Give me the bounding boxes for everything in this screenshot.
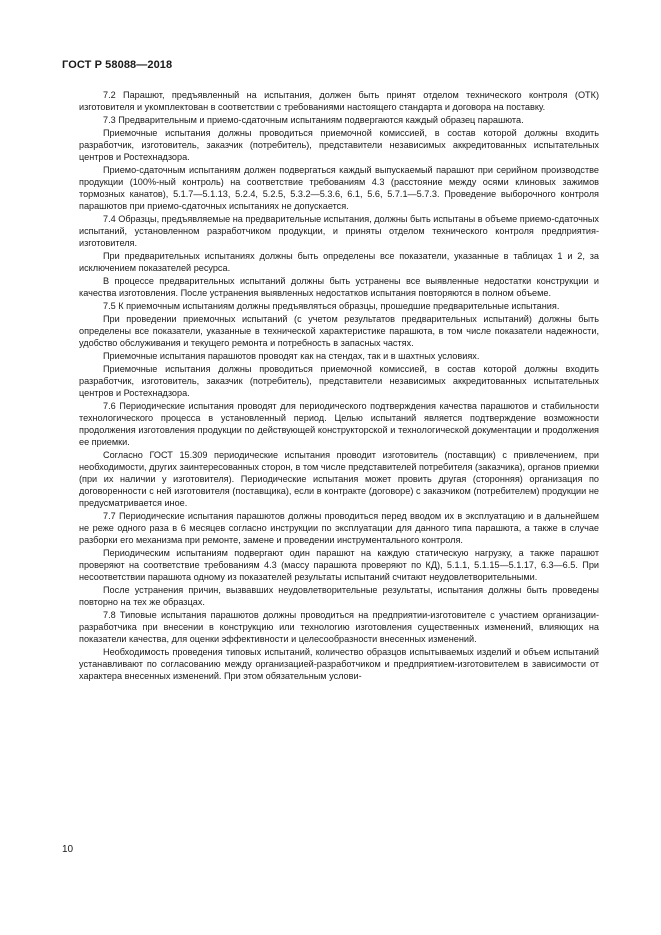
standard-header: ГОСТ Р 58088—2018 [62, 59, 173, 71]
paragraph: 7.3 Предварительным и приемо-сдаточным испытаниям подвергаются каждый образец парашюта. [103, 115, 524, 125]
paragraph: Приемочные испытания парашютов проводят как на стендах, так и в шахтных условиях. [103, 351, 480, 361]
paragraph: 7.5 К приемочным испытаниям должны предъявляться образцы, прошедшие предварительные испытания. [103, 301, 560, 311]
paragraph: В процессе предварительных испытаний должны быть устранены все выявленные недостатки конструкции и качества изготовления. После устранения выявленных недостатков испытания повторяются в полном объеме. [79, 276, 599, 298]
paragraph: 7.7 Периодические испытания парашютов должны проводиться перед вводом их в эксплуатацию и в дальнейшем не реже одного раза в 6 месяцев согласно инструкции по эксплуатации для данного типа парашюта, а также в случае разборки его механизма при ремонте, замене и проведении инструментального контроля. [79, 511, 599, 545]
paragraph: 7.2 Парашют, предъявленный на испытания, должен быть принят отделом технического контроля (ОТК) изготовителя и укомплектован в соответствии с требованиями настоящего стандарта и договора на поставку. [79, 90, 599, 112]
paragraph: Согласно ГОСТ 15.309 периодические испытания проводит изготовитель (поставщик) с привлечением, при необходимости, других заинтересованных сторон, в том числе представителей потребителя (заказчика), органов приемки (при их наличии у изготовителя). Периодические испытания может провить другая (сторонняя) организация по договоренности с ней изготовителя (поставщика), если в контракте (договоре) с заказчиком (потребителем) продукции не предусматривается иное. [79, 450, 599, 508]
page-number: 10 [62, 844, 74, 855]
paragraph: При проведении приемочных испытаний (с учетом результатов предварительных испытаний) должны быть определены все показатели, указанные в технической характеристике парашюта, в том числе показатели надежности, удобство обслуживания и текущего ремонта и потребность в запасных частях. [79, 314, 599, 348]
paragraph: Периодическим испытаниям подвергают один парашют на каждую статическую нагрузку, а также парашют проверяют на соответствие требованиям 4.3 (массу парашюта проверяют по КД), 5.1.1, 5.1.15—5.1.17, 6.3—6.5. При несоответствии парашюта одному из показателей результаты испытаний считают неудовлетворительными. [79, 548, 599, 582]
paragraph: При предварительных испытаниях должны быть определены все показатели, указанные в таблицах 1 и 2, за исключением показателей ресурса. [79, 251, 599, 273]
paragraph: 7.6 Периодические испытания проводят для периодического подтверждения качества парашютов и стабильности технологического процесса в установленный период. Целью испытаний является подтверждение возможности продолжения изготовления продукции по действующей конструкторской и технологической документации и продолжения ее приемки. [79, 401, 599, 447]
paragraph: 7.8 Типовые испытания парашютов должны проводиться на предприятии-изготовителе с участием организации-разработчика при внесении в конструкцию или технологию изготовления существенных изменений, влияющих на показатели качества, для оценки эффективности и целесообразности внесенных изменений. [79, 610, 599, 644]
paragraph: Приемочные испытания должны проводиться приемочной комиссией, в состав которой должны входить разработчик, изготовитель, заказчик (потребитель), представители независимых аккредитованных испытательных центров и Ростехнадзора. [79, 128, 599, 162]
paragraph: Необходимость проведения типовых испытаний, количество образцов испытываемых изделий и объем испытаний устанавливают по согласованию между организацией-разработчиком и предприятием-изготовителем в зависимости от характера внесенных изменений. При этом обязательным услови- [79, 647, 599, 681]
paragraph: 7.4 Образцы, предъявляемые на предварительные испытания, должны быть испытаны в объеме приемо-сдаточных испытаний, установленном разработчиком продукции, и приняты отделом технического контроля предприятия-изготовителя. [79, 214, 599, 248]
paragraph: Приемо-сдаточным испытаниям должен подвергаться каждый выпускаемый парашют при серийном производстве продукции (100%-ный контроль) на соответствие требованиям 4.3 (расстояние между осями клиновых зажимов тормозных канатов), 5.1.7—5.1.13, 5.2.4, 5.2.5, 5.3.2—5.3.6, 6.1, 5.6, 5.7.1—5.7.3. Проведение выборочного контроля парашютов при приемо-сдаточных испытаниях не допускается. [79, 165, 599, 211]
paragraph: Приемочные испытания должны проводиться приемочной комиссией, в состав которой должны входить разработчик, изготовитель, заказчик (потребитель), представители независимых аккредитованных испытательных центров и Ростехнадзора. [79, 364, 599, 398]
paragraph: После устранения причин, вызвавших неудовлетворительные результаты, испытания должны быть проведены повторно на тех же образцах. [79, 585, 599, 607]
document-body [79, 89, 599, 683]
